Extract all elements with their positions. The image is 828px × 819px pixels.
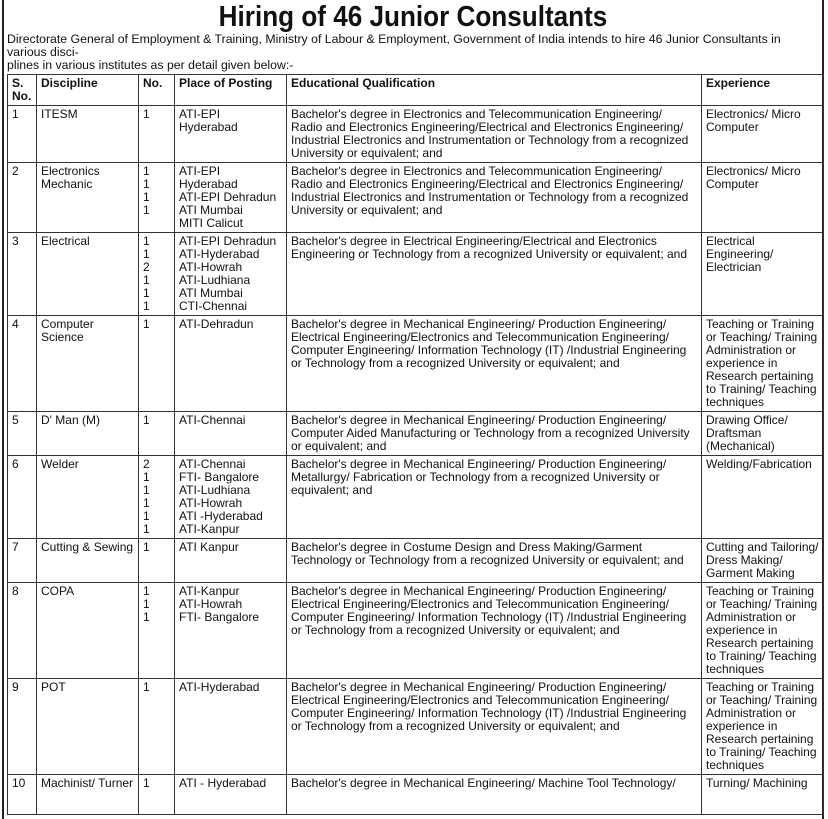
- cell-place: ATI-EPI Hyderabad ATI-EPI Dehradun ATI Mumbai MITI Calicut: [175, 163, 287, 233]
- cell-experience: Teaching or Training or Teaching/ Training Administration or experience in Research pertaining to Training/ Teaching techniques: [702, 583, 824, 679]
- cell-sno: 4: [8, 316, 37, 412]
- cell-sno: 10: [8, 775, 37, 815]
- table-row: [8, 316, 824, 412]
- table-row: [8, 106, 824, 163]
- cell-place: ATI-Dehradun: [175, 316, 287, 412]
- table-row: [8, 233, 824, 316]
- cell-sno: 2: [8, 163, 37, 233]
- cell-qualification: Bachelor's degree in Electronics and Telecommunication Engineering/ Radio and Electronics Engineering/Electrical and Electronics Engineering/ Industrial Electronics and Instrumentation or Technology from a recognized University or equivalent; and: [287, 106, 702, 163]
- cell-experience: Turning/ Machining: [702, 775, 824, 815]
- intro-text: Directorate General of Employment & Training, Ministry of Labour & Employment, Government of India intends to hire 46 Junior Consultants in various disci- plines in various institutes as per detail given below:-: [7, 32, 781, 72]
- header-experience: Experience: [702, 75, 824, 106]
- cell-discipline: POT: [37, 679, 139, 775]
- cell-sno: 7: [8, 539, 37, 583]
- cell-count: 1 1 2 1 1 1: [139, 233, 175, 316]
- table-row: [8, 679, 824, 775]
- cell-place: ATI-Chennai FTI- Bangalore ATI-Ludhiana ATI-Howrah ATI -Hyderabad ATI-Kanpur: [175, 456, 287, 539]
- cell-sno: 3: [8, 233, 37, 316]
- cell-count: 1 1 1: [139, 583, 175, 679]
- cell-count: 1: [139, 106, 175, 163]
- cell-discipline: Machinist/ Turner: [37, 775, 139, 815]
- cell-experience: Electronics/ Micro Computer: [702, 106, 824, 163]
- cell-discipline: ITESM: [37, 106, 139, 163]
- cell-count: 1 1 1 1: [139, 163, 175, 233]
- cell-count: 1: [139, 539, 175, 583]
- cell-sno: 9: [8, 679, 37, 775]
- cell-count: 1: [139, 775, 175, 815]
- header-place: Place of Posting: [175, 75, 287, 106]
- cell-place: ATI-EPI Hyderabad: [175, 106, 287, 163]
- cell-qualification: Bachelor's degree in Mechanical Engineering/ Production Engineering/ Metallurgy/ Fabrication or Technology from a recognized University or equivalent; and: [287, 456, 702, 539]
- cell-count: 2 1 1 1 1 1: [139, 456, 175, 539]
- cell-sno: 6: [8, 456, 37, 539]
- header-discipline: Discipline: [37, 75, 139, 106]
- page-title: Hiring of 46 Junior Consultants: [218, 1, 608, 33]
- cell-count: 1: [139, 316, 175, 412]
- cell-sno: 8: [8, 583, 37, 679]
- table-header-row: [8, 75, 824, 106]
- header-no: No.: [139, 75, 175, 106]
- cell-qualification: Bachelor's degree in Mechanical Engineering/ Machine Tool Technology/: [287, 775, 702, 815]
- cell-discipline: D' Man (M): [37, 412, 139, 456]
- cell-qualification: Bachelor's degree in Mechanical Engineering/ Production Engineering/ Computer Aided Manufacturing or Technology from a recognized University or equivalent; and: [287, 412, 702, 456]
- cell-qualification: Bachelor's degree in Costume Design and Dress Making/Garment Technology or Technology from a recognized University or equivalent; and: [287, 539, 702, 583]
- cell-qualification: Bachelor's degree in Mechanical Engineering/ Production Engineering/ Electrical Engineering/Electronics and Telecommunication Engineering/ Computer Engineering/ Information Technology (IT) /Industrial Engineering or Technology from a recognized University or equivalent; and: [287, 679, 702, 775]
- cell-discipline: COPA: [37, 583, 139, 679]
- cell-count: 1: [139, 412, 175, 456]
- table-row: [8, 583, 824, 679]
- cell-place: ATI-Chennai: [175, 412, 287, 456]
- table-row: [8, 412, 824, 456]
- cell-experience: Teaching or Training or Teaching/ Training Administration or experience in Research pertaining to Training/ Teaching techniques: [702, 679, 824, 775]
- cell-discipline: Electrical: [37, 233, 139, 316]
- cell-sno: 1: [8, 106, 37, 163]
- cell-experience: Teaching or Training or Teaching/ Training Administration or experience in Research pertaining to Training/ Teaching techniques: [702, 316, 824, 412]
- cell-experience: Cutting and Tailoring/ Dress Making/ Garment Making: [702, 539, 824, 583]
- cell-discipline: Computer Science: [37, 316, 139, 412]
- cell-place: ATI-EPI Dehradun ATI-Hyderabad ATI-Howrah ATI-Ludhiana ATI Mumbai CTI-Chennai: [175, 233, 287, 316]
- cell-experience: Electronics/ Micro Computer: [702, 163, 824, 233]
- page-border: [2, 0, 824, 819]
- table-row: [8, 163, 824, 233]
- cell-place: ATI-Hyderabad: [175, 679, 287, 775]
- table-row: [8, 539, 824, 583]
- cell-discipline: Welder: [37, 456, 139, 539]
- vacancy-table: [7, 74, 824, 815]
- cell-discipline: Cutting & Sewing: [37, 539, 139, 583]
- table-row: [8, 775, 824, 815]
- cell-experience: Drawing Office/ Draftsman (Mechanical): [702, 412, 824, 456]
- cell-discipline: Electronics Mechanic: [37, 163, 139, 233]
- cell-place: ATI-Kanpur ATI-Howrah FTI- Bangalore: [175, 583, 287, 679]
- cell-qualification: Bachelor's degree in Mechanical Engineering/ Production Engineering/ Electrical Engineering/Electronics and Telecommunication Engineering/ Computer Engineering/ Information Technology (IT) /Industrial Engineering or Technology from a recognized University or equivalent; and: [287, 316, 702, 412]
- cell-qualification: Bachelor's degree in Mechanical Engineering/ Production Engineering/ Electrical Engineering/Electronics and Telecommunication Engineering/ Computer Engineering/ Information Technology (IT) /Industrial Engineering or Technology from a recognized University or equivalent; and: [287, 583, 702, 679]
- cell-sno: 5: [8, 412, 37, 456]
- cell-place: ATI Kanpur: [175, 539, 287, 583]
- header-sno: S. No.: [8, 75, 37, 106]
- cell-count: 1: [139, 679, 175, 775]
- cell-experience: Electrical Engineering/ Electrician: [702, 233, 824, 316]
- header-qualification: Educational Qualification: [287, 75, 702, 106]
- table-row: [8, 456, 824, 539]
- cell-qualification: Bachelor's degree in Electrical Engineering/Electrical and Electronics Engineering or Technology from a recognized University or equivalent; and: [287, 233, 702, 316]
- cell-qualification: Bachelor's degree in Electronics and Telecommunication Engineering/ Radio and Electronics Engineering/Electrical and Electronics Engineering/ Industrial Electronics and Instrumentation or Technology from a recognized University or equivalent; and: [287, 163, 702, 233]
- cell-place: ATI - Hyderabad: [175, 775, 287, 815]
- cell-experience: Welding/Fabrication: [702, 456, 824, 539]
